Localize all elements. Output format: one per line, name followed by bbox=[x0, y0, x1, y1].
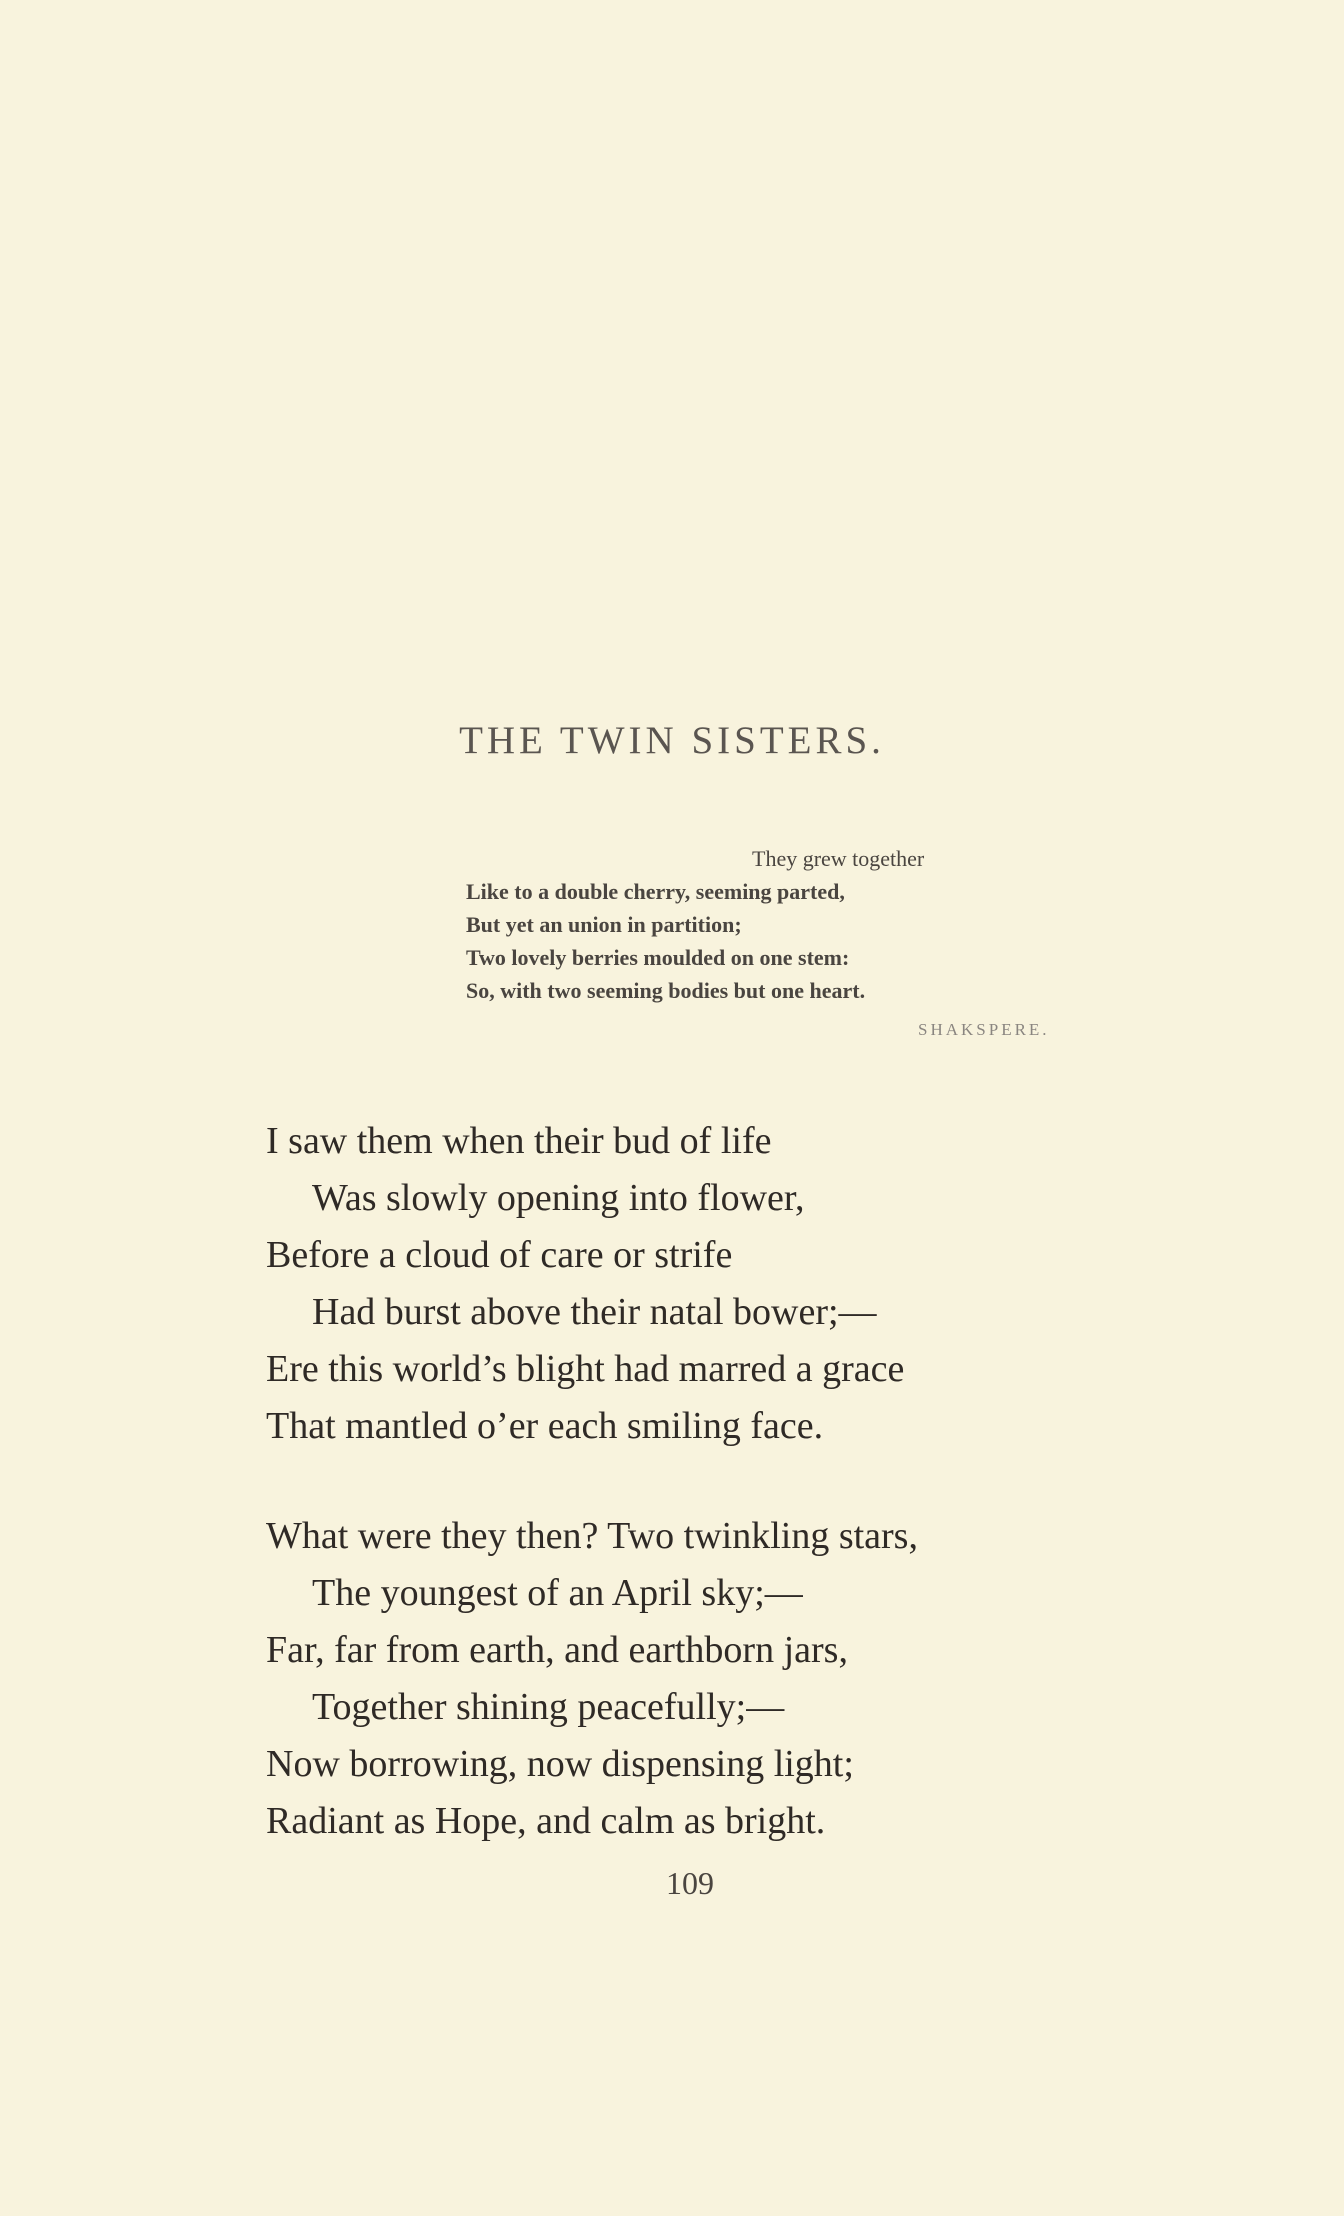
stanza bbox=[266, 1113, 904, 1455]
epigraph-line: So, with two seeming bodies but one heart. bbox=[466, 978, 866, 1003]
verse-line: What were they then? Two twinkling stars, bbox=[266, 1515, 918, 1557]
verse-line: That mantled o’er each smiling face. bbox=[266, 1405, 824, 1447]
verse-line: Now borrowing, now dispensing light; bbox=[266, 1743, 854, 1785]
verse-line: Ere this world’s blight had marred a grace bbox=[266, 1348, 905, 1390]
page-number: 109 bbox=[666, 1865, 714, 1901]
epigraph bbox=[466, 842, 1086, 1007]
verse-line: Before a cloud of care or strife bbox=[266, 1234, 733, 1276]
verse-line: Together shining peacefully;— bbox=[312, 1686, 785, 1728]
epigraph-attribution: SHAKSPERE. bbox=[918, 1020, 1050, 1039]
epigraph-line: Two lovely berries moulded on one stem: bbox=[466, 945, 850, 970]
stanza bbox=[266, 1508, 918, 1850]
verse-line: Radiant as Hope, and calm as bright. bbox=[266, 1800, 826, 1842]
epigraph-line: Like to a double cherry, seeming parted, bbox=[466, 879, 845, 904]
verse-line: The youngest of an April sky;— bbox=[312, 1572, 803, 1614]
epigraph-line: They grew together bbox=[752, 846, 925, 871]
verse-line: Far, far from earth, and earthborn jars, bbox=[266, 1629, 848, 1671]
epigraph-line: But yet an union in partition; bbox=[466, 912, 742, 937]
verse-line: Had burst above their natal bower;— bbox=[312, 1291, 877, 1333]
verse-line: I saw them when their bud of life bbox=[266, 1120, 772, 1162]
verse-line: Was slowly opening into flower, bbox=[312, 1177, 805, 1219]
poem-title: THE TWIN SISTERS. bbox=[459, 719, 885, 762]
